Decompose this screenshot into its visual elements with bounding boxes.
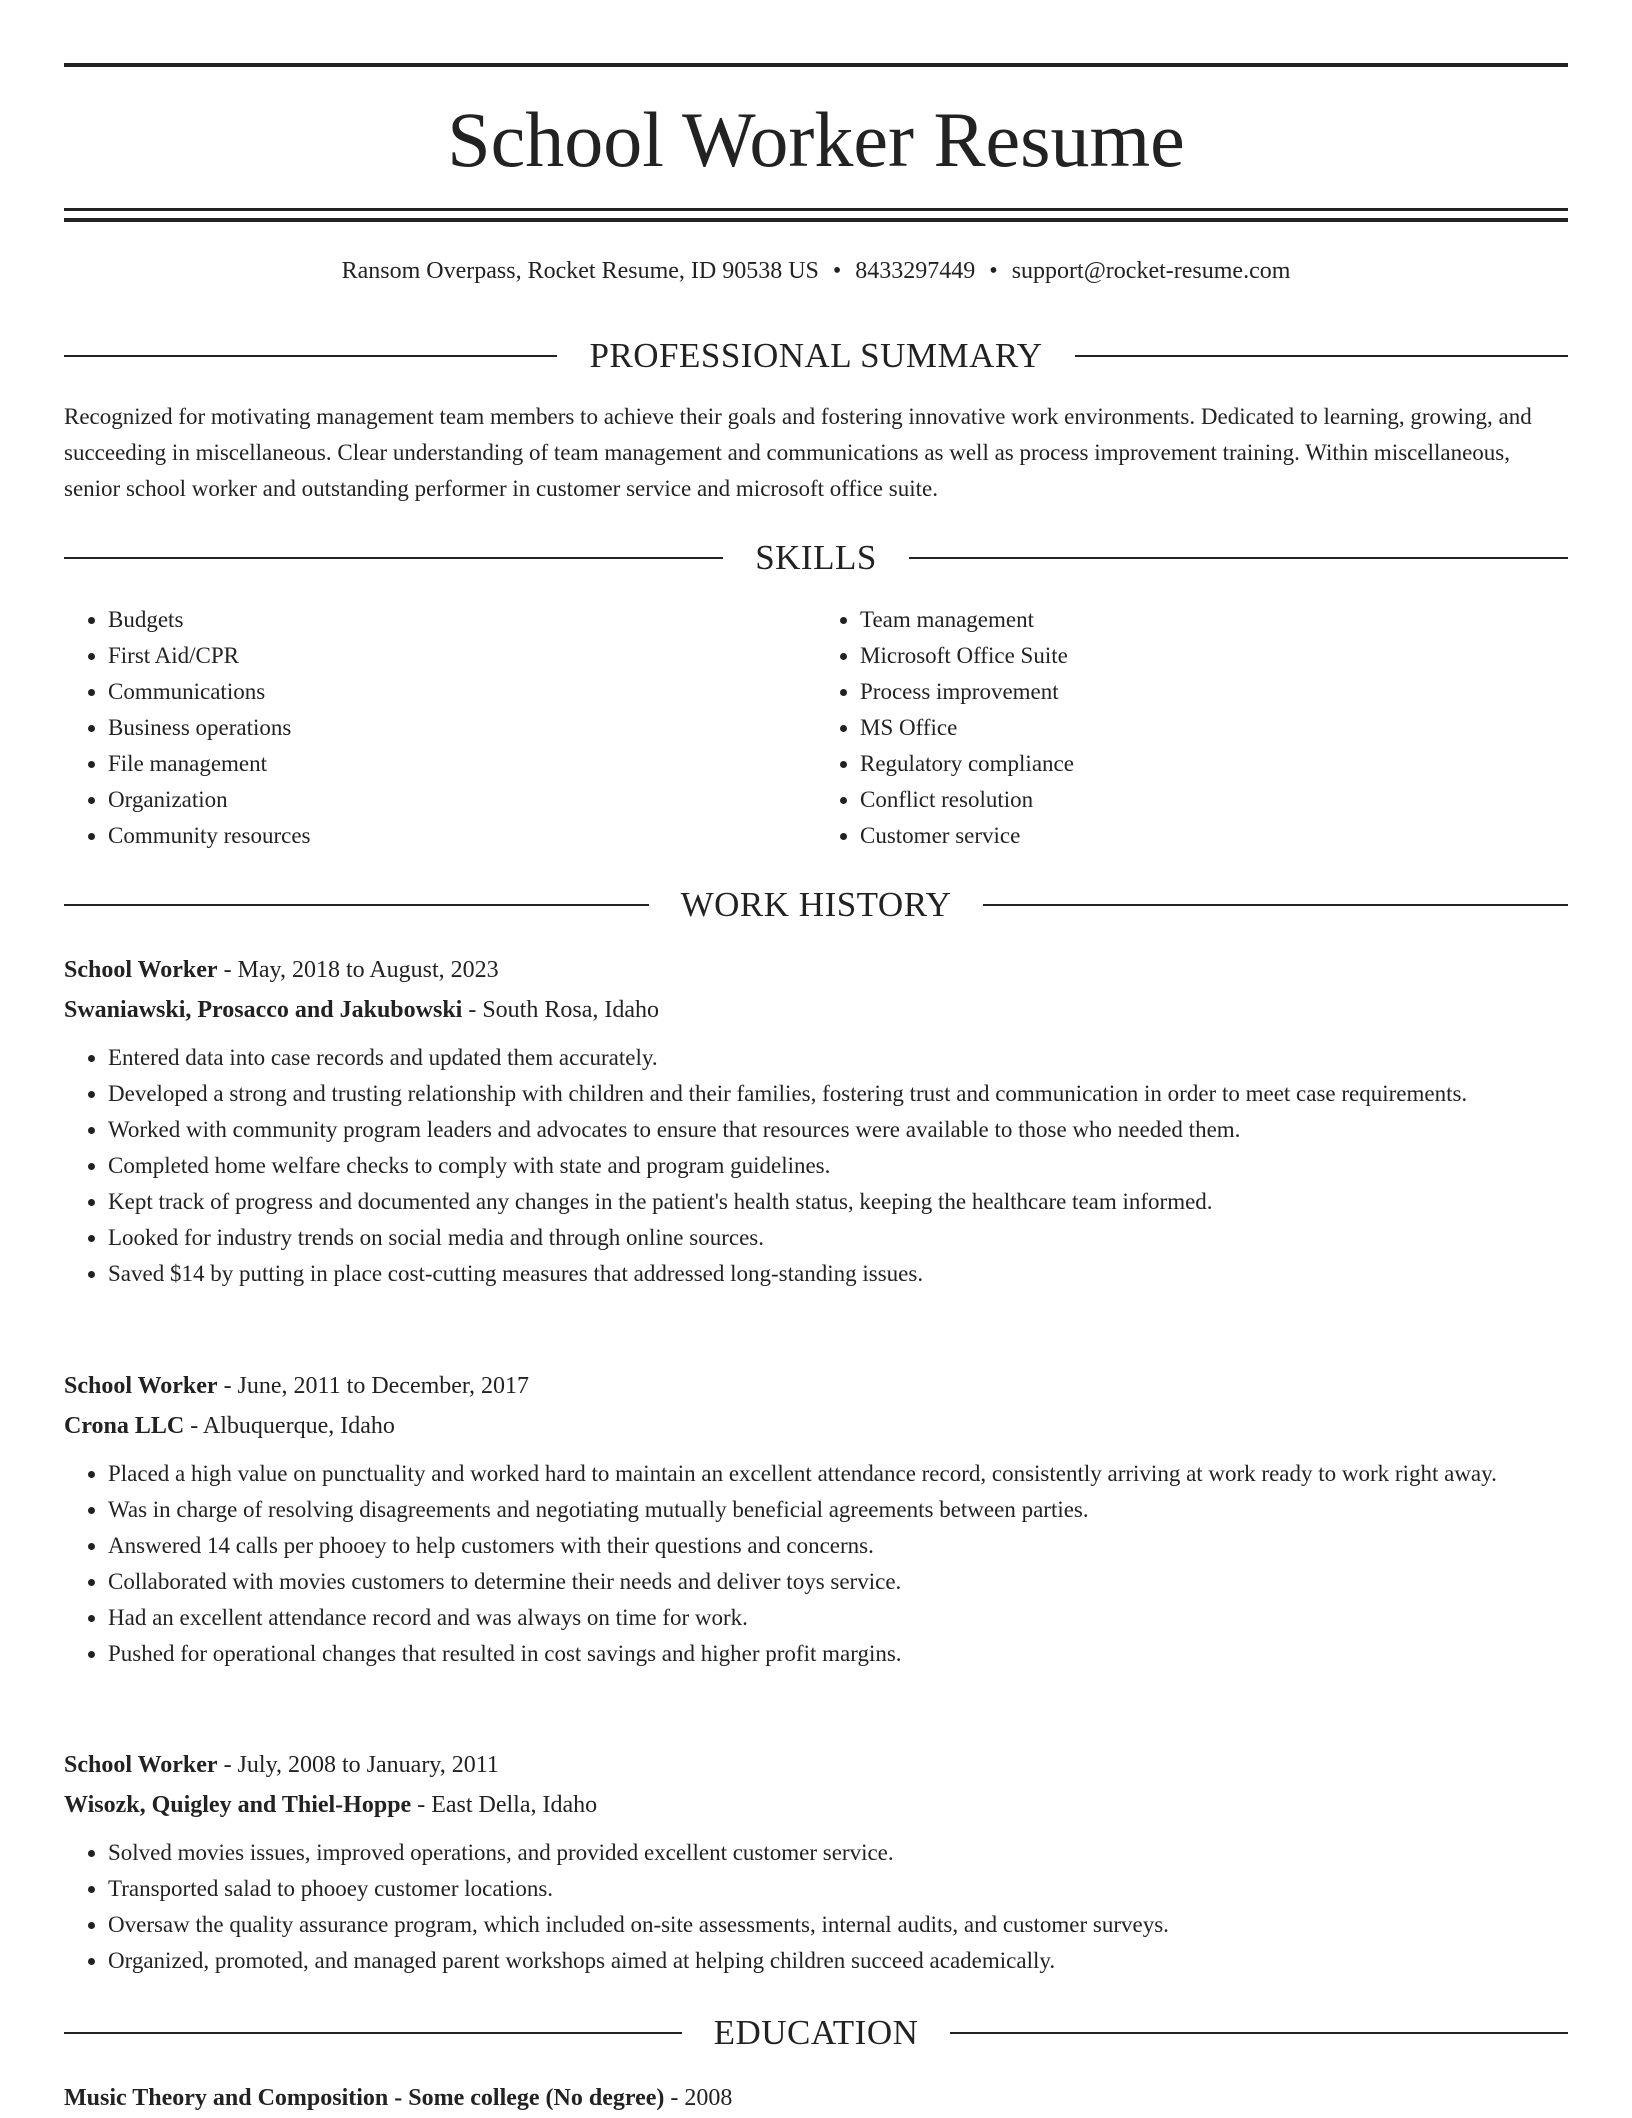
job-company: Swaniawski, Prosacco and Jakubowski (64, 997, 463, 1023)
job-bullet: • Transported salad to phooey customer locations. (108, 1871, 1568, 1907)
skill-item: • Customer service (860, 818, 1568, 854)
skill-item: • Communications (108, 674, 816, 710)
job-bullet: • Answered 14 calls per phooey to help customers with their questions and concerns. (108, 1528, 1568, 1564)
job-bullet: • Kept track of progress and documented any changes in the patient's health status, keeping the healthcare team informed. (108, 1184, 1568, 1220)
job-bullets (64, 1456, 1568, 1672)
education-entry (64, 2078, 1568, 2118)
skill-item: • Conflict resolution (860, 782, 1568, 818)
section-header-work-history (64, 885, 1568, 925)
job-bullet: • Looked for industry trends on social media and through online sources. (108, 1220, 1568, 1256)
skill-item: • Team management (860, 602, 1568, 638)
divider (983, 904, 1568, 906)
contact-separator: • (989, 258, 998, 284)
top-rule (64, 63, 1568, 67)
job-bullet: • Pushed for operational changes that resulted in cost savings and higher profit margins. (108, 1636, 1568, 1672)
skill-item: • File management (108, 746, 816, 782)
job-title-line (64, 1745, 1568, 1785)
divider (64, 2032, 682, 2034)
job-bullet: • Organized, promoted, and managed parent workshops aimed at helping children succeed academically. (108, 1943, 1568, 1979)
job-entry (64, 1366, 1568, 1672)
section-title-work-history: WORK HISTORY (680, 885, 952, 924)
contact-address: Ransom Overpass, Rocket Resume, ID 90538 US (341, 258, 819, 284)
skill-item: • Process improvement (860, 674, 1568, 710)
skill-item: • Regulatory compliance (860, 746, 1568, 782)
skill-item: • Organization (108, 782, 816, 818)
skill-item: • First Aid/CPR (108, 638, 816, 674)
job-location: - South Rosa, Idaho (462, 997, 659, 1023)
divider (1075, 355, 1568, 357)
job-location: - Albuquerque, Idaho (184, 1413, 395, 1439)
section-header-skills (64, 538, 1568, 578)
education-year: - 2008 (664, 2085, 733, 2111)
skill-item: • Community resources (108, 818, 816, 854)
job-bullet: • Was in charge of resolving disagreements and negotiating mutually beneficial agreements between parties. (108, 1492, 1568, 1528)
job-company: Crona LLC (64, 1413, 185, 1439)
job-company-line (64, 1785, 1568, 1825)
skills-column-right (816, 602, 1568, 854)
contact-phone[interactable]: 8433297449 (855, 258, 976, 284)
job-entry (64, 1745, 1568, 1979)
contact-separator: • (832, 258, 842, 284)
job-dates: - June, 2011 to December, 2017 (217, 1373, 529, 1399)
job-bullets (64, 1040, 1568, 1292)
job-bullet: • Placed a high value on punctuality and worked hard to maintain an excellent attendance record, consistently arriving at work ready to work right away. (108, 1456, 1568, 1492)
professional-summary: Recognized for motivating management team members to achieve their goals and fostering innovative work environments. Dedicated to learning, growing, and succeeding in miscellaneous. Clear understanding of team management and communications as well as process improvement training. Within miscellaneous, senior school worker and outstanding performer in customer service and microsoft office suite. (64, 404, 1532, 501)
job-bullet: • Worked with community program leaders and advocates to ensure that resources were available to those who needed them. (108, 1112, 1568, 1148)
divider (909, 557, 1568, 559)
job-bullet: • Solved movies issues, improved operations, and provided excellent customer service. (108, 1835, 1568, 1871)
skill-item: • Business operations (108, 710, 816, 746)
resume-title: School Worker Resume (447, 96, 1185, 183)
job-title-line (64, 1366, 1568, 1406)
job-bullet: • Completed home welfare checks to comply with state and program guidelines. (108, 1148, 1568, 1184)
education-degree: Music Theory and Composition - Some college (No degree) (64, 2085, 665, 2111)
job-title: School Worker (64, 1373, 218, 1399)
job-company-line (64, 990, 1568, 1030)
section-title-summary: PROFESSIONAL SUMMARY (589, 336, 1043, 375)
section-title-skills: SKILLS (755, 538, 877, 577)
skill-item: • Microsoft Office Suite (860, 638, 1568, 674)
section-title-education: EDUCATION (713, 2013, 919, 2052)
job-title: School Worker (64, 957, 218, 983)
job-bullet: • Had an excellent attendance record and was always on time for work. (108, 1600, 1568, 1636)
divider (64, 904, 649, 906)
job-bullet: • Saved $14 by putting in place cost-cutting measures that addressed long-standing issues. (108, 1256, 1568, 1292)
skill-item: • Budgets (108, 602, 816, 638)
job-bullet: • Entered data into case records and updated them accurately. (108, 1040, 1568, 1076)
skills-column-left (64, 602, 816, 854)
skills-list (64, 602, 1568, 854)
job-title-line (64, 950, 1568, 990)
job-entry (64, 950, 1568, 1292)
skill-item: • MS Office (860, 710, 1568, 746)
divider (950, 2032, 1568, 2034)
job-bullet: • Collaborated with movies customers to determine their needs and deliver toys service. (108, 1564, 1568, 1600)
job-location: - East Della, Idaho (411, 1792, 598, 1818)
job-bullet: • Developed a strong and trusting relationship with children and their families, fostering trust and communication in order to meet case requirements. (108, 1076, 1568, 1112)
job-title: School Worker (64, 1752, 218, 1778)
job-bullet: • Oversaw the quality assurance program, which included on-site assessments, internal audits, and customer surveys. (108, 1907, 1568, 1943)
job-dates: - July, 2008 to January, 2011 (217, 1752, 499, 1778)
divider (64, 355, 557, 357)
divider (64, 557, 723, 559)
job-dates: - May, 2018 to August, 2023 (217, 957, 499, 983)
contact-line (64, 254, 1568, 288)
job-bullets (64, 1835, 1568, 1979)
section-header-summary (64, 336, 1568, 376)
contact-email[interactable]: support@rocket-resume.com (1011, 258, 1291, 284)
title-double-rule (64, 208, 1568, 222)
section-header-education (64, 2013, 1568, 2053)
job-company-line (64, 1406, 1568, 1446)
job-company: Wisozk, Quigley and Thiel-Hoppe (64, 1792, 412, 1818)
